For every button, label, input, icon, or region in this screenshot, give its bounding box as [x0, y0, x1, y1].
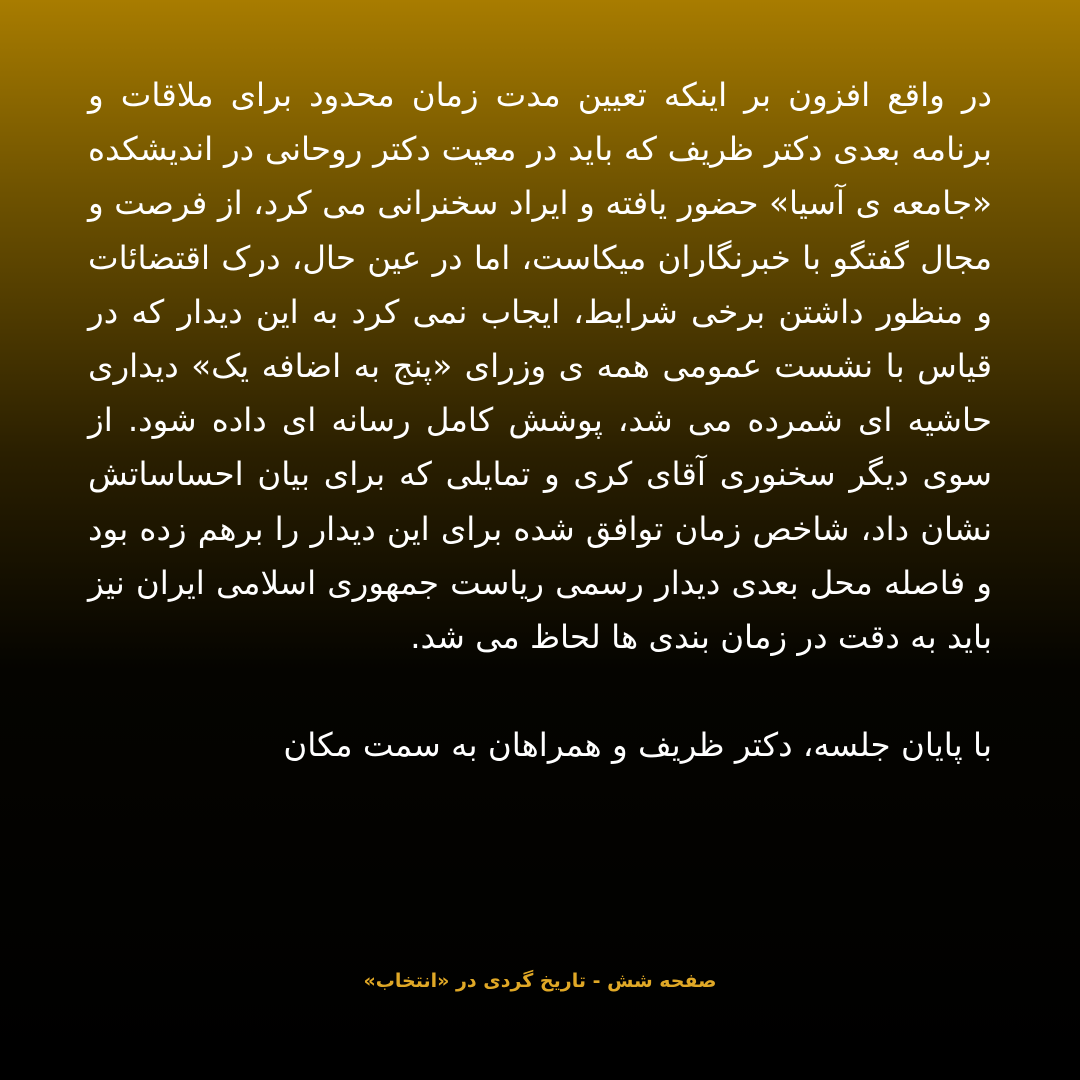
paragraph-1: در واقع افزون بر اینکه تعیین مدت زمان محدود برای ملاقات و برنامه بعدی دکتر ظریف که باید در معیت دکتر روحانی در اندیشکده «جامعه ی آسیا» حضور یافته و ایراد سخنرانی می کرد، از فرصت و مجال گفتگو با خبرنگاران میکاست، اما در عین حال، درک اقتضائات و منظور داشتن برخی شرایط، ایجاب نمی کرد به این دیدار که در قیاس با نشست عمومی همه ی وزرای «پنج به اضافه یک» دیداری حاشیه ای شمرده می شد، پوشش کامل رسانه ای داده شود. از سوی دیگر سخنوری آقای کری و تمایلی که برای بیان احساساتش نشان داد، شاخص زمان توافق شده برای این دیدار را برهم زده بود و فاصله محل بعدی دیدار رسمی ریاست جمهوری اسلامی ایران نیز باید به دقت در زمان بندی ها لحاظ می شد.: [88, 76, 992, 657]
paragraph-2: با پایان جلسه، دکتر ظریف و همراهان به سمت مکان: [283, 726, 992, 765]
article-body: [88, 68, 992, 772]
page-caption: صفحه شش - تاریخ گردی در «انتخاب»: [363, 970, 717, 992]
